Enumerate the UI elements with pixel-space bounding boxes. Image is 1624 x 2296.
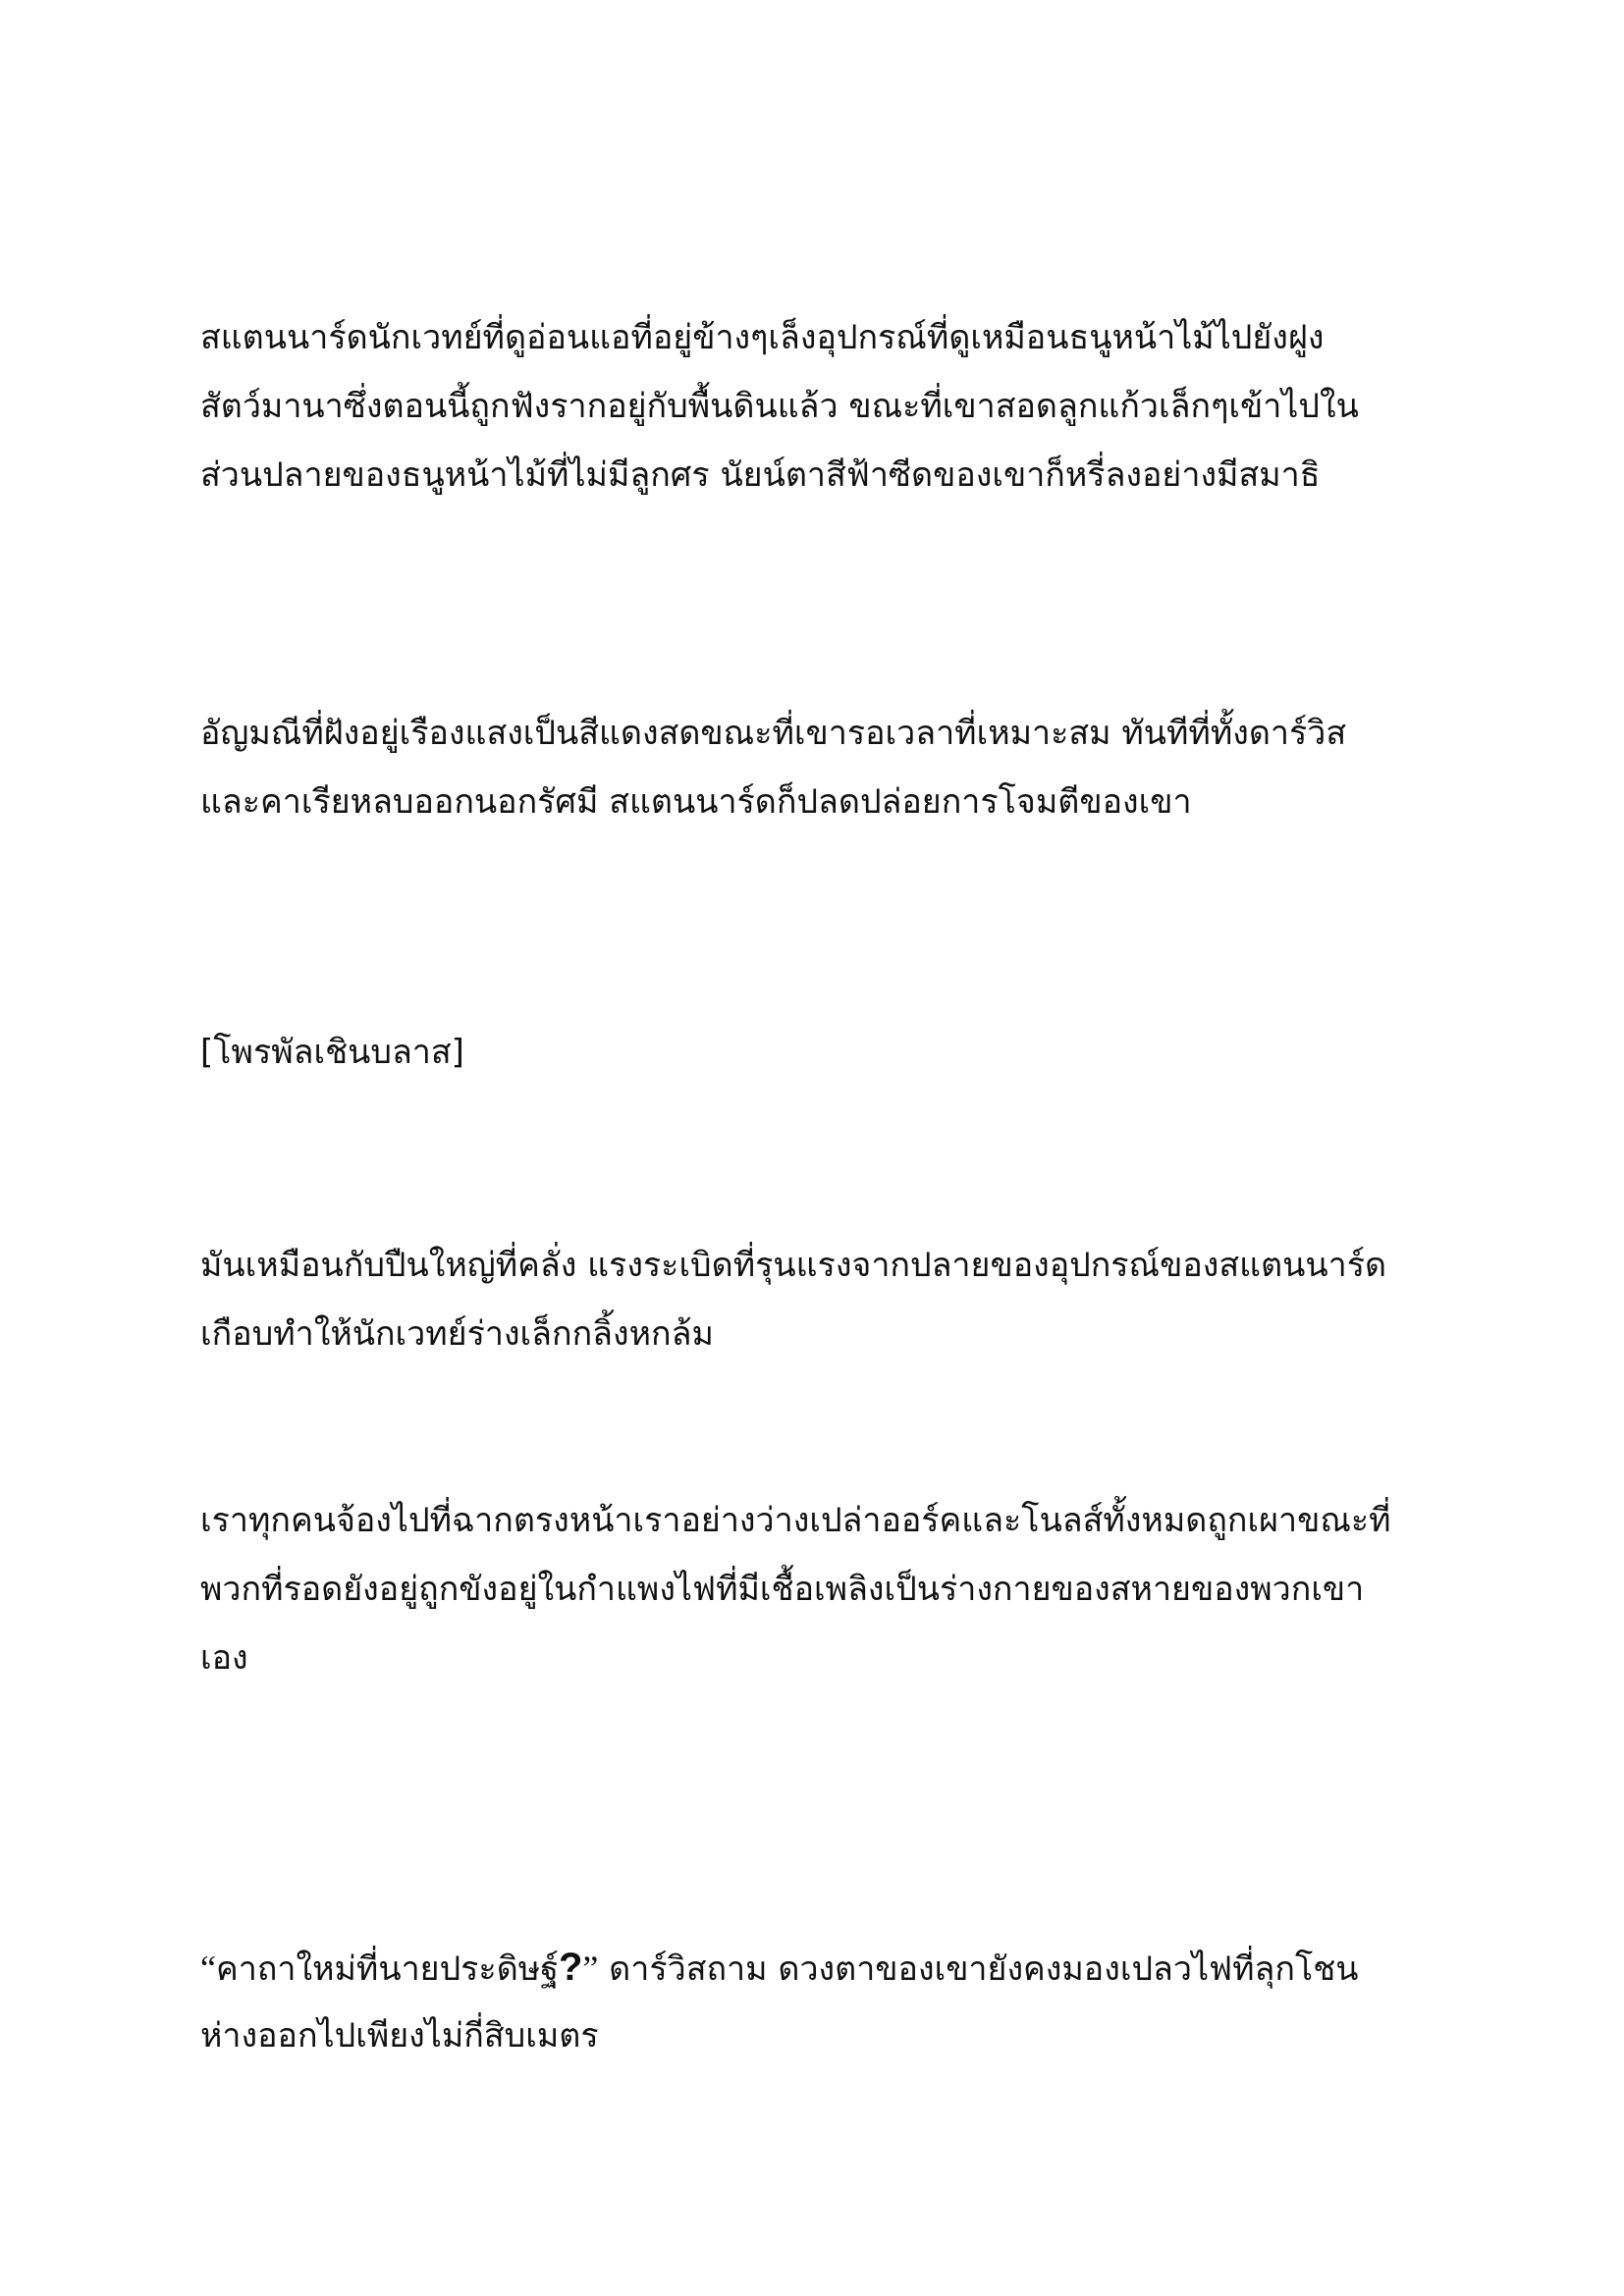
paragraph-stannard-aims	[200, 303, 1437, 509]
dialogue-line	[200, 1933, 1437, 2002]
text-line: สแตนนาร์ดนักเวทย์ที่ดูอ่อนแอที่อยู่ข้างๆเล็งอุปกรณ์ที่ดูเหมือนธนูหน้าไม้ไปยังฝูง	[200, 318, 1325, 357]
close-quote: ”	[582, 1949, 599, 1988]
text-line: เราทุกคนจ้องไปที่ฉากตรงหน้าเราอย่างว่างเปล่าออร์คและโนลส์ทั้งหมดถูกเผาขณะที่	[200, 1501, 1391, 1540]
text-line: เอง	[200, 1638, 248, 1678]
dialogue-speech: คาถาใหม่ที่นายประดิษฐ์	[215, 1949, 559, 1989]
text-line: และคาเรียหลบออกนอกรัศมี สแตนนาร์ดก็ปลดปล่อยการโจมตีของเขา	[200, 782, 1192, 822]
paragraph-skill-name	[200, 1018, 1437, 1087]
text-line: [โพรพัลเชินบลาส]	[200, 1033, 464, 1072]
paragraph-darvis-dialogue	[200, 1933, 1437, 2070]
text-line: มันเหมือนกับปืนใหญ่ที่คลั่ง แรงระเบิดที่รุนแรงจากปลายของอุปกรณ์ของสแตนนาร์ด	[200, 1246, 1387, 1285]
text-line: อัญมณีที่ฝังอยู่เรืองแสงเป็นสีแดงสดขณะที่เขารอเวลาที่เหมาะสม ทันทีที่ทั้งดาร์วิส	[200, 714, 1347, 753]
paragraph-orcs-burned	[200, 1486, 1437, 1692]
paragraph-cannon-blast	[200, 1231, 1437, 1368]
text-line: ส่วนปลายของธนูหน้าไม้ที่ไม่มีลูกศร นัยน์ตาสีฟ้าซีดของเขาก็หรี่ลงอย่างมีสมาธิ	[200, 455, 1321, 495]
text-line: เกือบทำให้นักเวทย์ร่างเล็กกลิ้งหกล้ม	[200, 1314, 714, 1354]
text-line: พวกที่รอดยังอยู่ถูกขังอยู่ในกำแพงไฟที่มีเชื้อเพลิงเป็นร่างกายของสหายของพวกเขา	[200, 1570, 1365, 1609]
text-line: สัตว์มานาซึ่งตอนนี้ถูกฟังรากอยู่กับพื้นดินแล้ว ขณะที่เขาสอดลูกแก้วเล็กๆเข้าไปใน	[200, 387, 1359, 426]
text-line: ห่างออกไปเพียงไม่กี่สิบเมตร	[200, 2016, 599, 2056]
question-mark: ?	[558, 1946, 583, 1989]
open-quote: “	[200, 1949, 216, 1988]
dialogue-narration: ดาร์วิสถาม ดวงตาของเขายังคงมองเปลวไฟที่ลุกโชน	[598, 1949, 1359, 1989]
paragraph-gem-glows	[200, 699, 1437, 836]
